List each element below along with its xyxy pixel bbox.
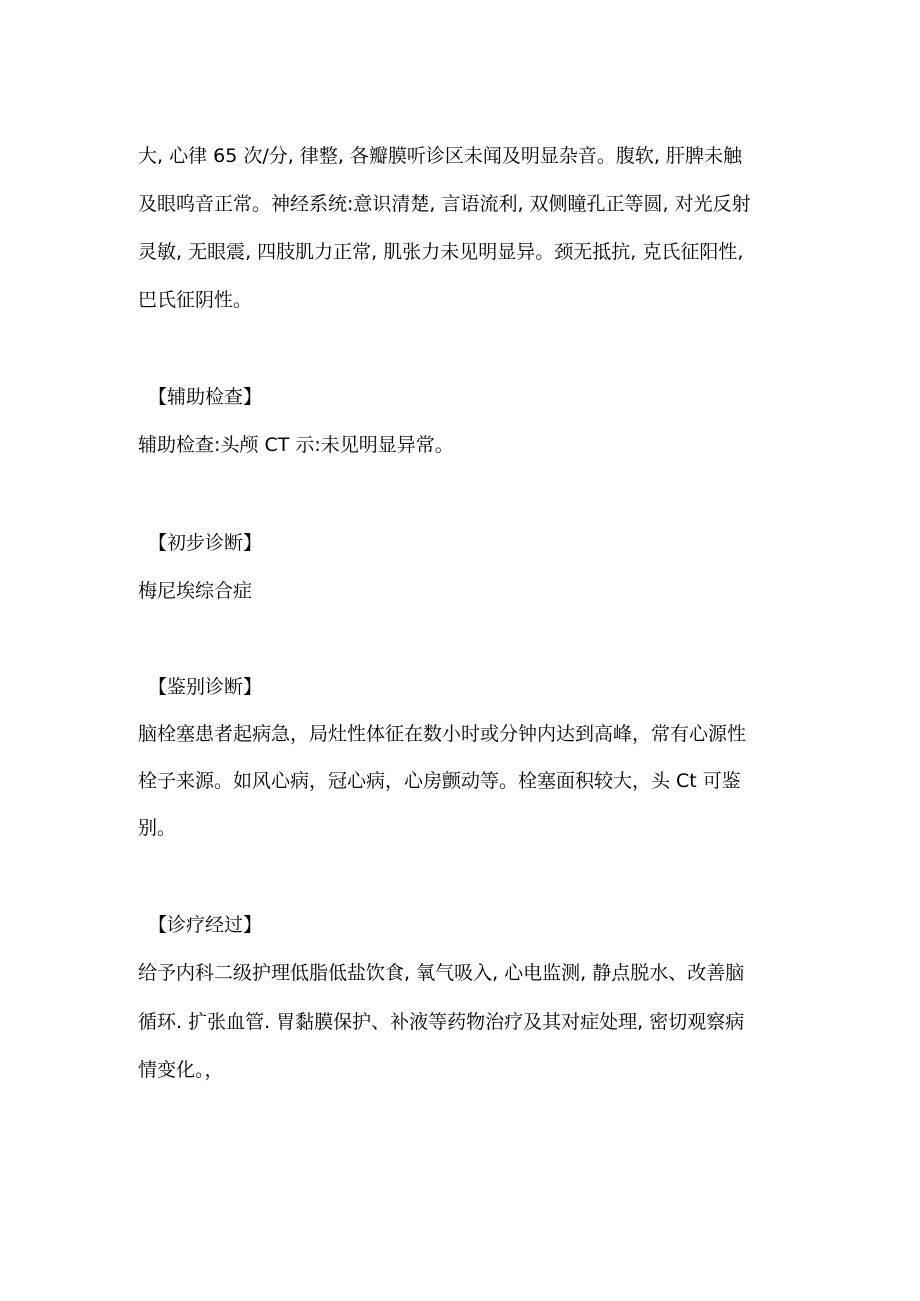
treatment-course-line-2: 循环. 扩张血管. 胃黏膜保护、补液等药物治疗及其对症处理, 密切观察病 [138, 1011, 745, 1033]
exam-text-line-3: 灵敏, 无眼震, 四肢肌力正常, 肌张力未见明显异。颈无抵抗, 克氏征阳性, [138, 241, 744, 263]
auxiliary-exam-text: 辅助检查:头颅 CT 示:未见明显异常。 [138, 434, 454, 456]
treatment-course-heading: 【诊疗经过】 [148, 914, 263, 936]
differential-diagnosis-line-1: 脑栓塞患者起病急，局灶性体征在数小时或分钟内达到高峰，常有心源性 [138, 723, 747, 745]
differential-diagnosis-line-2: 栓子来源。如风心病，冠心病，心房颤动等。栓塞面积较大，头 Ct 可鉴 [138, 770, 741, 792]
treatment-course-line-3: 情变化。， [138, 1059, 224, 1081]
differential-diagnosis-heading: 【鉴别诊断】 [148, 676, 263, 698]
treatment-course-line-1: 给予内科二级护理低脂低盐饮食, 氧气吸入, 心电监测, 静点脱水、改善脑 [138, 962, 745, 984]
auxiliary-exam-heading: 【辅助检查】 [148, 386, 263, 408]
differential-diagnosis-line-3: 别。 [138, 817, 177, 839]
exam-text-line-1: 大, 心律 65 次/分, 律整, 各瓣膜听诊区未闻及明显杂音。腹软, 肝脾未触 [138, 145, 742, 167]
preliminary-diagnosis-heading: 【初步诊断】 [148, 532, 263, 554]
exam-text-line-4: 巴氏征阴性。 [138, 289, 253, 311]
preliminary-diagnosis-text: 梅尼埃综合症 [138, 580, 253, 602]
exam-text-line-2: 及眼呜音正常。神经系统:意识清楚, 言语流利, 双侧瞳孔正等圆, 对光反射 [138, 193, 751, 215]
